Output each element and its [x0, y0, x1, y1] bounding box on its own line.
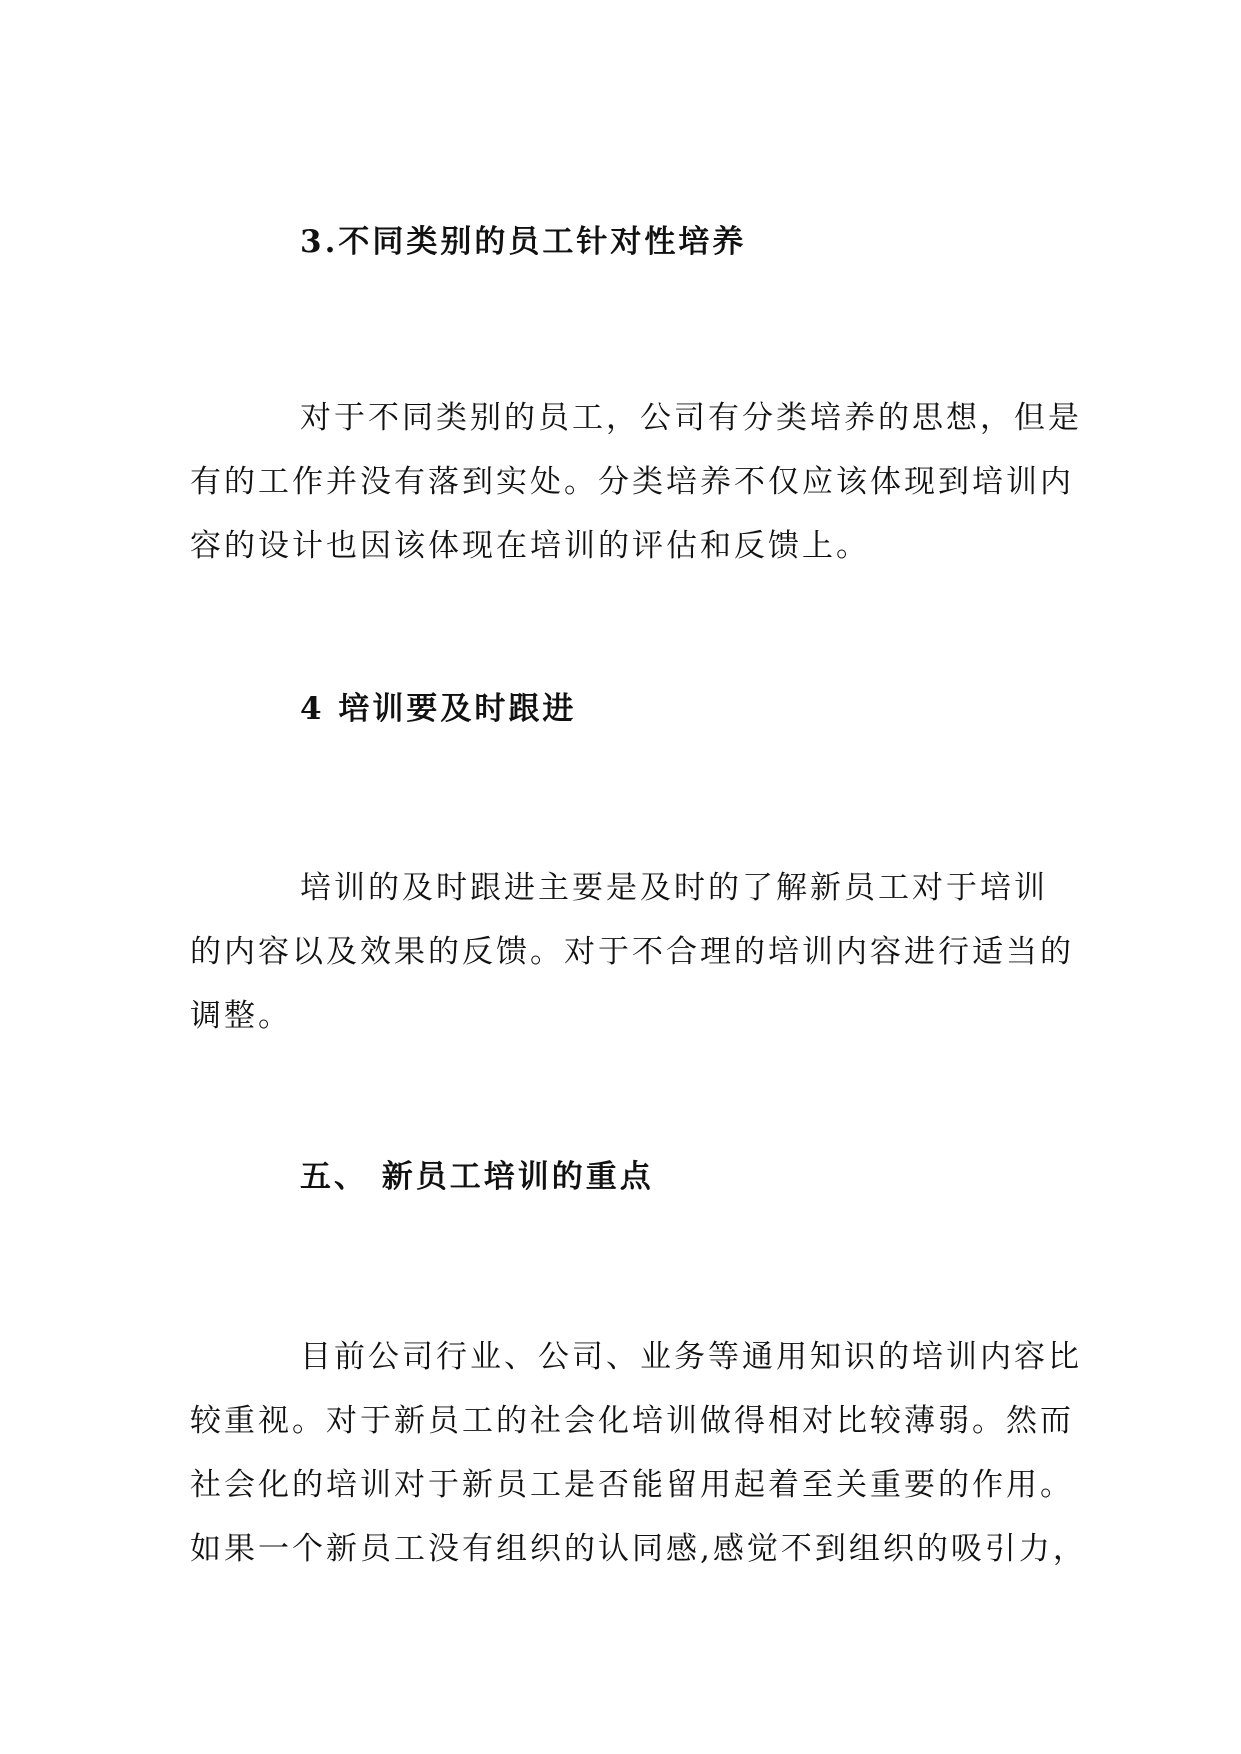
paragraph: [190, 856, 1190, 1048]
section-heading: 五、 新员工培训的重点: [300, 1159, 654, 1195]
paragraph-line: 的内容以及效果的反馈。对于不合理的培训内容进行适当的: [190, 934, 1074, 970]
paragraph-line: 社会化的培训对于新员工是否能留用起着至关重要的作用。: [190, 1467, 1074, 1503]
paragraph-line: 目前公司行业、公司、业务等通用知识的培训内容比: [300, 1339, 1082, 1375]
paragraph-line: 如果一个新员工没有组织的认同感,感觉不到组织的吸引力，: [190, 1531, 1087, 1567]
paragraph-line: 容的设计也因该体现在培训的评估和反馈上。: [190, 528, 870, 564]
paragraph-line: 对于不同类别的员工，公司有分类培养的思想，但是: [300, 400, 1082, 436]
paragraph: [190, 386, 1190, 578]
section-heading: 3.不同类别的员工针对性培养: [300, 224, 747, 260]
paragraph-line: 有的工作并没有落到实处。分类培养不仅应该体现到培训内: [190, 464, 1074, 500]
paragraph: [190, 1325, 1190, 1581]
paragraph-line: 调整。: [190, 998, 292, 1034]
paragraph-line: 较重视。对于新员工的社会化培训做得相对比较薄弱。然而: [190, 1403, 1074, 1439]
paragraph-line: 培训的及时跟进主要是及时的了解新员工对于培训: [300, 870, 1048, 906]
section-heading: 4 培训要及时跟进: [300, 691, 577, 727]
